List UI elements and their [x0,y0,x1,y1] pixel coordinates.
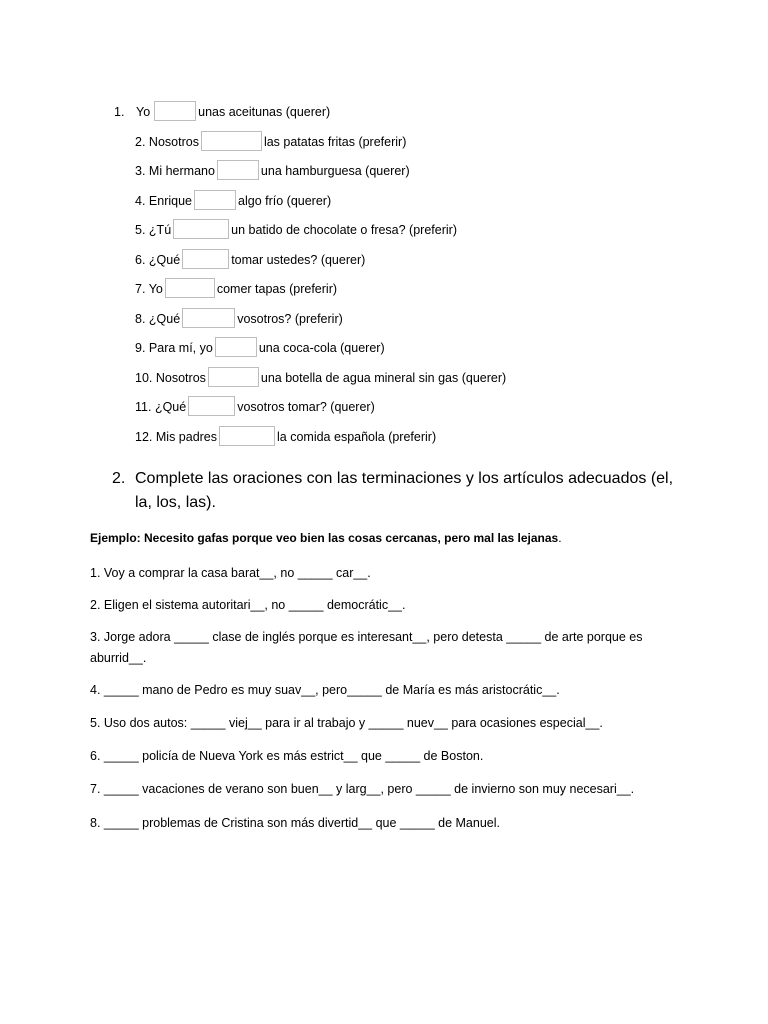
example-period: . [558,531,562,545]
item-number: 1. [114,105,125,119]
item-number: 4. [135,194,146,208]
sentence-6: 6. _____ policía de Nueva York es más estrict__ que _____ de Boston. [90,749,484,763]
answer-box[interactable] [194,190,236,210]
item-number: 12. [135,430,153,444]
item-rest: vosotros? (preferir) [237,312,343,326]
exercise-item-5 [135,219,457,239]
exercise-item-7 [135,278,337,298]
answer-box[interactable] [173,219,229,239]
exercise-item-11 [135,396,375,416]
answer-box[interactable] [182,308,235,328]
answer-box[interactable] [188,396,235,416]
answer-box[interactable] [165,278,215,298]
example-sentence [90,531,562,545]
item-subject: Yo [136,105,151,119]
sentence-2: 2. Eligen el sistema autoritari__, no _____ democrátic__. [90,598,406,612]
item-rest: comer tapas (preferir) [216,282,338,296]
item-number: 5. [135,223,146,237]
item-rest: una coca-cola (querer) [258,341,385,355]
item-subject: ¿Qué [148,253,181,267]
item-subject: Enrique [148,194,193,208]
item-rest: una hamburguesa (querer) [260,164,410,178]
answer-box[interactable] [217,160,259,180]
item-number: 8. [135,312,146,326]
answer-box[interactable] [154,101,196,121]
answer-box[interactable] [201,131,262,151]
item-subject: Nosotros [155,371,206,385]
exercise-2-heading [112,467,682,515]
item-rest: tomar ustedes? (querer) [231,253,366,267]
item-number: 9. [135,341,146,355]
item-number: 2. [135,135,146,149]
item-number: 6. [135,253,146,267]
item-subject: Mi hermano [148,164,215,178]
exercise-item-4 [135,190,331,210]
item-number: 11. [135,400,152,414]
sentence-8: 8. _____ problemas de Cristina son más divertid__ que _____ de Manuel. [90,816,500,830]
exercise-item-10 [135,367,506,387]
item-subject: ¿Tú [148,223,172,237]
item-rest: las patatas fritas (preferir) [263,135,407,149]
heading-text: Complete las oraciones con las terminaciones y los artículos adecuados (el, la, los, las). [135,470,674,511]
item-rest: vosotros tomar? (querer) [237,400,375,414]
item-rest: una botella de agua mineral sin gas (querer) [260,371,507,385]
sentence-3: 3. Jorge adora _____ clase de inglés porque es interesant__, pero detesta _____ de arte porque es aburrid__. [90,630,643,665]
example-text: Ejemplo: Necesito gafas porque veo bien las cosas cercanas, pero mal las lejanas [90,531,559,545]
item-number: 7. [135,282,146,296]
item-rest: la comida española (preferir) [277,430,437,444]
item-number: 3. [135,164,146,178]
exercise-item-12 [135,426,436,446]
sentence-7: 7. _____ vacaciones de verano son buen__ y larg__, pero _____ de invierno son muy necesari__. [90,782,635,796]
item-subject: Mis padres [155,430,218,444]
exercise-item-3 [135,160,410,180]
exercise-item-1 [114,101,330,121]
item-subject: Yo [148,282,163,296]
item-number: 10. [135,371,153,385]
heading-number: 2. [112,470,126,487]
item-subject: Nosotros [148,135,199,149]
answer-box[interactable] [208,367,259,387]
item-rest: algo frío (querer) [238,194,332,208]
item-subject: ¿Qué [148,312,181,326]
item-subject: ¿Qué [154,400,187,414]
exercise-item-2 [135,131,406,151]
sentence-1: 1. Voy a comprar la casa barat__, no _____ car__. [90,566,371,580]
exercise-item-9 [135,337,385,357]
answer-box[interactable] [215,337,257,357]
sentence-5: 5. Uso dos autos: _____ viej__ para ir al trabajo y _____ nuev__ para ocasiones especial__. [90,716,603,730]
exercise-item-6 [135,249,365,269]
answer-box[interactable] [219,426,275,446]
item-rest: unas aceitunas (querer) [198,105,331,119]
answer-box[interactable] [182,249,229,269]
sentence-4: 4. _____ mano de Pedro es muy suav__, pero_____ de María es más aristocrátic__. [90,683,560,697]
item-rest: un batido de chocolate o fresa? (preferir) [231,223,457,237]
item-subject: Para mí, yo [148,341,213,355]
exercise-item-8 [135,308,343,328]
